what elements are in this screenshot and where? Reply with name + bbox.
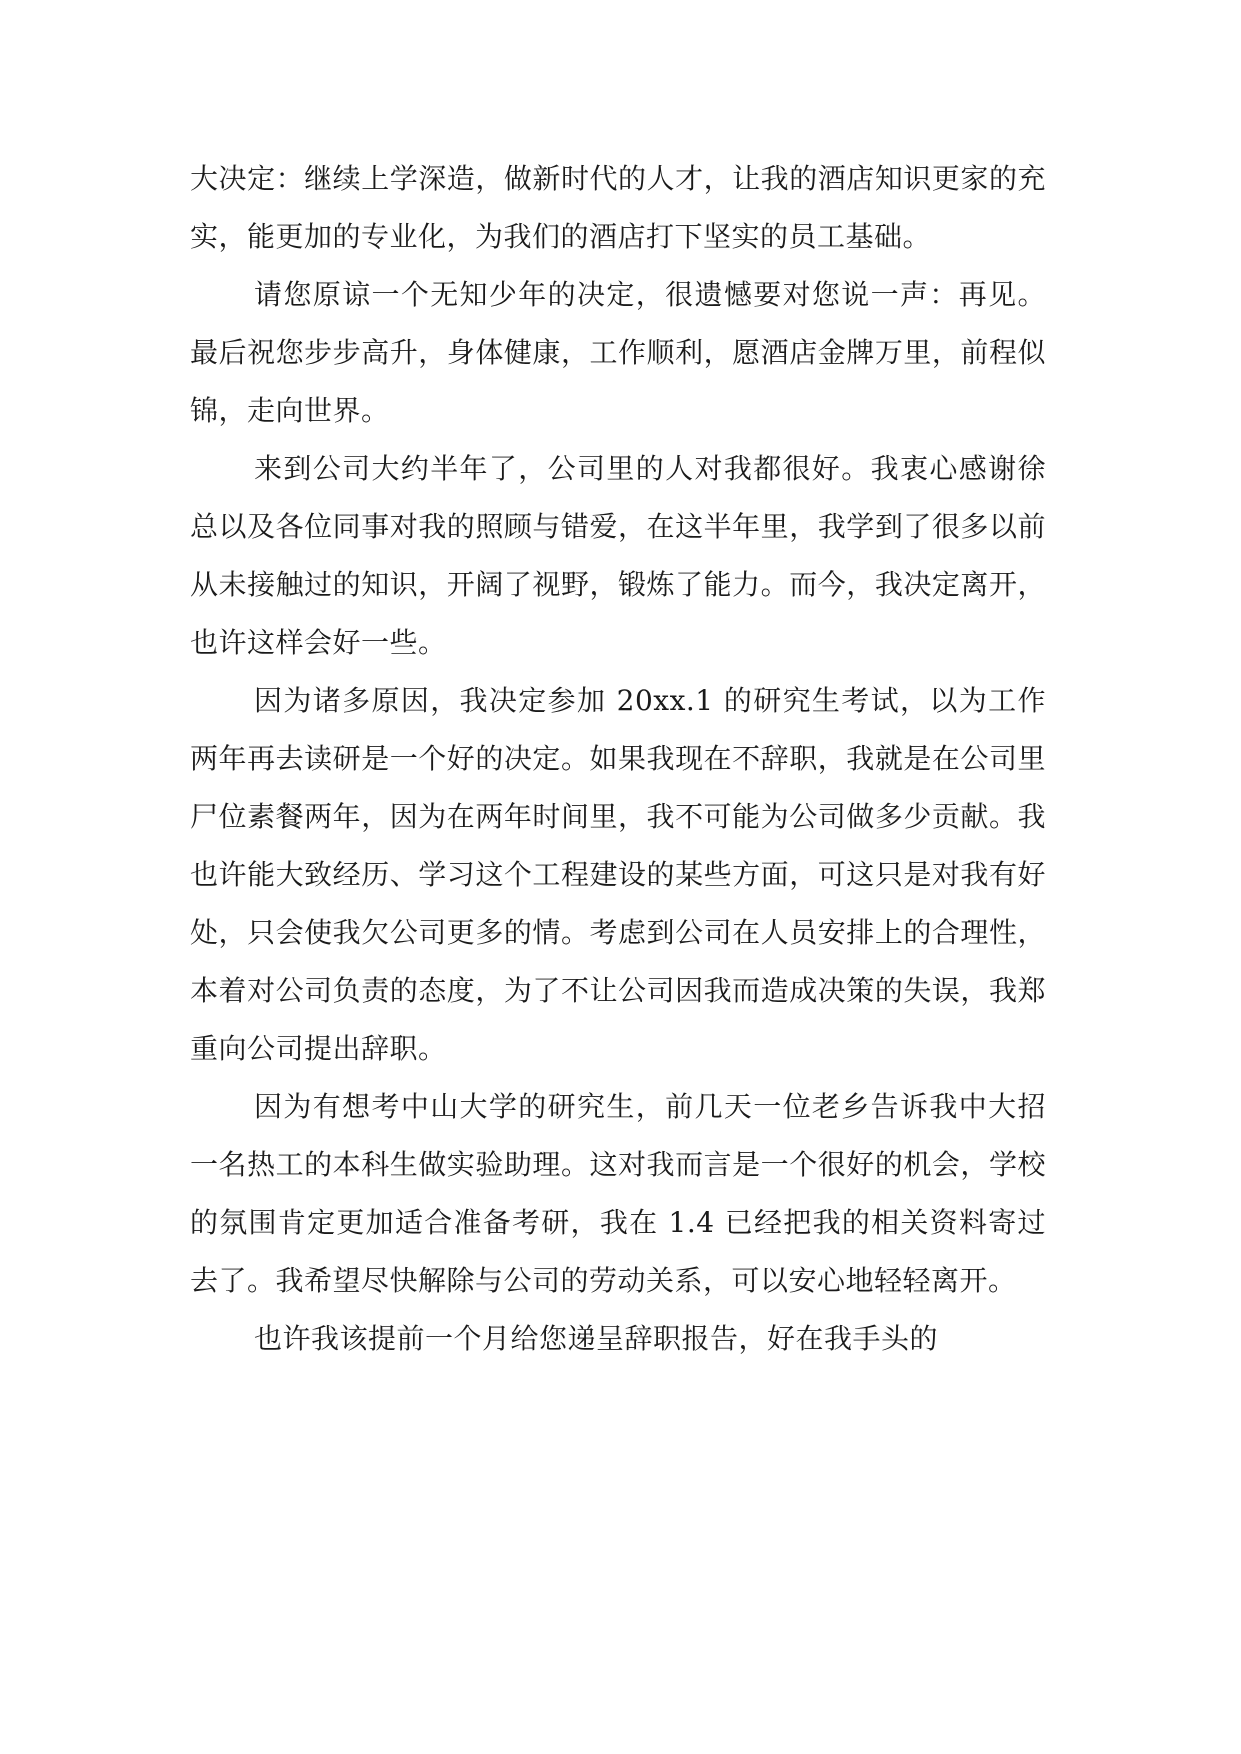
- paragraph-continuation: 大决定：继续上学深造，做新时代的人才，让我的酒店知识更家的充实，能更加的专业化，为我们的酒店打下坚实的员工基础。: [190, 162, 1046, 253]
- paragraph-notice: 也许我该提前一个月给您递呈辞职报告，好在我手头的: [254, 1322, 939, 1355]
- paragraph-reason-assistant: 因为有想考中山大学的研究生，前几天一位老乡告诉我中大招一名热工的本科生做实验助理。这对我而言是一个很好的机会，学校的氛围肯定更加适合准备考研，我在 1.4 已经把我的相关资料寄过去了。我希望尽快解除与公司的劳动关系，可以安心地轻轻离开。: [190, 1090, 1046, 1297]
- document-body: [190, 150, 1046, 1368]
- paragraph-reason-exam: 因为诸多原因，我决定参加 20xx.1 的研究生考试，以为工作两年再去读研是一个好的决定。如果我现在不辞职，我就是在公司里尸位素餐两年，因为在两年时间里，我不可能为公司做多少贡献。我也许能大致经历、学习这个工程建设的某些方面，可这只是对我有好处，只会使我欠公司更多的情。考虑到公司在人员安排上的合理性，本着对公司负责的态度，为了不让公司因我而造成决策的失误，我郑重向公司提出辞职。: [190, 684, 1046, 1065]
- paragraph-farewell: 请您原谅一个无知少年的决定，很遗憾要对您说一声：再见。最后祝您步步高升，身体健康，工作顺利，愿酒店金牌万里，前程似锦，走向世界。: [190, 278, 1046, 427]
- paragraph-thanks: 来到公司大约半年了，公司里的人对我都很好。我衷心感谢徐总以及各位同事对我的照顾与错爱，在这半年里，我学到了很多以前从未接触过的知识，开阔了视野，锻炼了能力。而今，我决定离开，也许这样会好一些。: [190, 452, 1046, 659]
